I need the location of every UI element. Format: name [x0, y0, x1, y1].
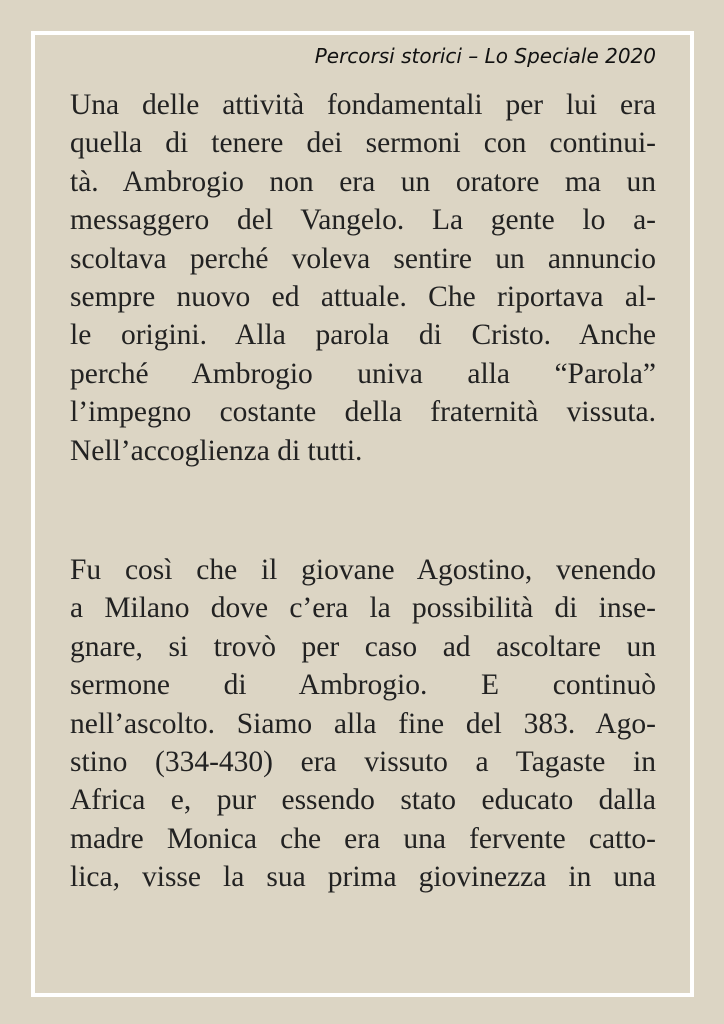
text-line: madre Monica che era una fervente catto- — [70, 822, 656, 855]
running-header: Percorsi storici – Lo Speciale 2020 — [314, 44, 656, 68]
paragraph-1 — [70, 86, 656, 470]
text-line: Una delle attività fondamentali per lui era — [70, 89, 656, 121]
text-line: sempre nuovo ed attuale. Che riportava al- — [70, 280, 656, 313]
text-line: scoltava perché voleva sentire un annuncio — [70, 242, 656, 275]
text-line: Africa e, pur essendo stato educato dalla — [70, 784, 656, 817]
text-line: sermone di Ambrogio. E continuò — [70, 669, 656, 702]
text-line: lica, visse la sua prima giovinezza in una — [70, 861, 656, 894]
text-line: a Milano dove c’era la possibilità di inse- — [70, 592, 656, 625]
text-line: nell’ascolto. Siamo alla fine del 383. Ago- — [70, 707, 656, 740]
text-line: Nell’accoglienza di tutti. — [70, 434, 363, 467]
paragraph-2 — [70, 551, 656, 897]
text-line: tà. Ambrogio non era un oratore ma un — [70, 165, 656, 198]
text-line: gnare, si trovò per caso ad ascoltare un — [70, 630, 656, 663]
text-line: Fu così che il giovane Agostino, venendo — [70, 554, 656, 586]
text-line: quella di tenere dei sermoni con continui- — [70, 127, 656, 160]
text-line: l’impegno costante della fraternità vissuta. — [70, 396, 656, 429]
text-line: perché Ambrogio univa alla “Parola” — [70, 357, 656, 390]
text-line: le origini. Alla parola di Cristo. Anche — [70, 319, 656, 352]
text-line: stino (334-430) era vissuto a Tagaste in — [70, 745, 656, 778]
text-line: messaggero del Vangelo. La gente lo a- — [70, 204, 656, 237]
